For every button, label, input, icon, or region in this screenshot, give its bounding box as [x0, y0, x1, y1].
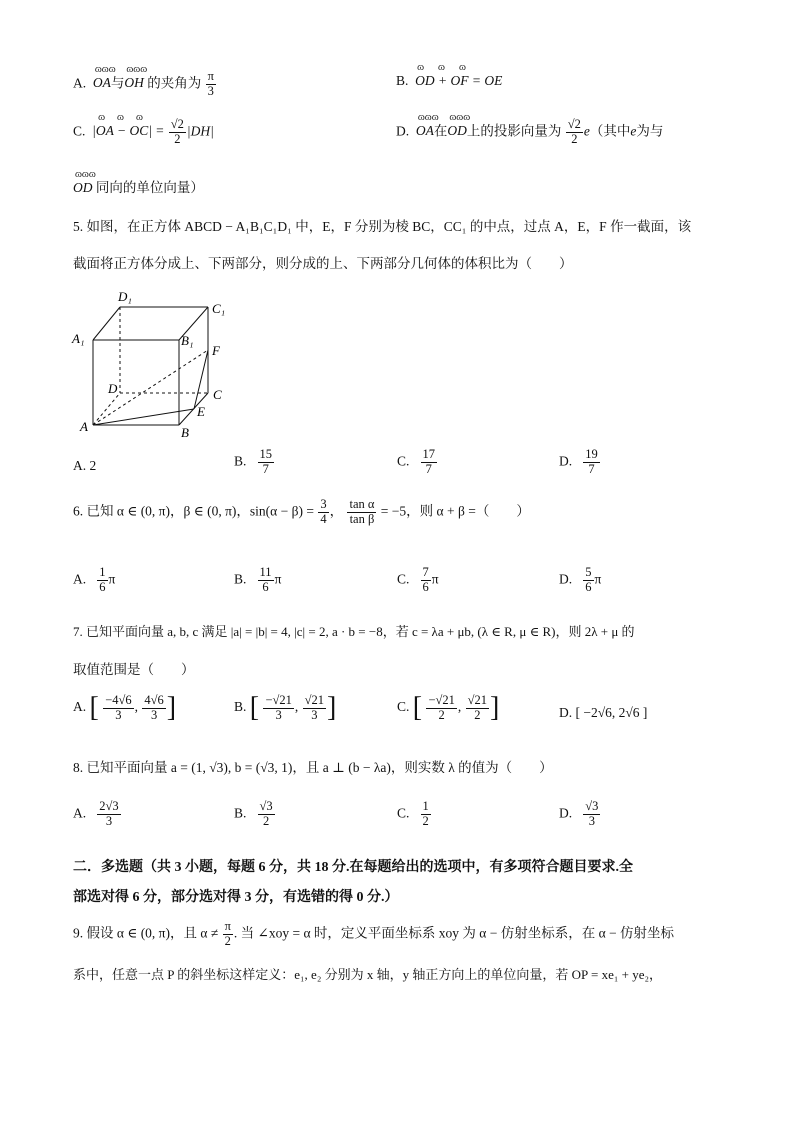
cube-figure — [68, 285, 238, 440]
q5-option-d: D. $\frac{19}{7}$ — [559, 447, 598, 476]
q7-option-a: A. [ $\frac{-4√6}{3}$ , $\frac{4√6}{3}$ ] — [73, 692, 177, 723]
label-e: E — [197, 404, 205, 419]
q7-line-2: 取值范围是（ ） — [73, 662, 195, 677]
label-b1: B₁ — [181, 333, 194, 348]
q8-option-b: B. $\frac{√3}{2}$ — [234, 799, 273, 828]
label-f: F — [212, 343, 220, 358]
q7-option-d: D. [ −2√6, 2√6 ] — [559, 705, 648, 720]
label-d: D — [108, 381, 118, 396]
q8-stem: 8. 已知平面向量 a = (1, √3), b = (√3, 1)，且 a ⊥ (b − λa)，则实数 λ 的值为（ ） — [73, 760, 553, 775]
edge-a1d1 — [93, 307, 120, 340]
q6-option-d: D. $\frac{5}{6}$ π — [559, 565, 602, 594]
q9-line-1: 9. 假设 α ∈ (0, π)，且 α ≠ $\frac{\pi}{2}$ . 当 ∠xoy = α 时，定义平面坐标系 xoy 为 α − 仿射坐标系，在 α − 仿射坐标 — [73, 919, 675, 948]
edge-ad — [93, 393, 120, 425]
fraction: $\frac{√2}{2}$ — [170, 117, 184, 146]
q7-line-1: 7. 已知平面向量 a, b, c 满足 |a| = |b| = 4, |c| = 2, a · b = −8，若 c = λa + μb, (λ ∈ R, μ ∈ R)，则 2λ + μ 的 — [73, 624, 635, 639]
q9-line-2: 系中，任意一点 P 的斜坐标这样定义：e₁, e₂ 分别为 x 轴，y 轴正方向上的单位向量，若 OP = xe₁ + ye₂， — [73, 967, 663, 982]
q8-option-c: C. $\frac{1}{2}$ — [397, 799, 429, 828]
q4-option-c: C. ɷɷɷ |OA − OC| = $\frac{√2}{2}$ |DH| — [73, 112, 214, 146]
section-2-heading-line-1: 二．多选题（共 3 小题，每题 6 分，共 18 分.在每题给出的选项中，有多项符合题目要求.全 — [73, 860, 633, 875]
vector-oh: ɷɷɷ OH — [124, 64, 148, 91]
vector-oa: ɷɷɷ OA — [92, 64, 116, 91]
label-a1: A₁ — [72, 331, 85, 346]
q5-option-b: B. $\frac{15}{7}$ — [234, 447, 273, 476]
q6-stem: 6. 已知 α ∈ (0, π)，β ∈ (0, π)，sin(α − β) = $\frac{3}{4}$ ， $\frac{\text{tan α}}{\text{tan β}}$ = −5，则 α + β =（ ） — [73, 497, 530, 526]
q6-option-a: A. $\frac{1}{6}$ π — [73, 565, 116, 594]
label-a: A — [80, 419, 88, 434]
label-c1: C₁ — [212, 301, 226, 316]
fraction: $\frac{√2}{2}$ — [567, 117, 581, 146]
q5-line-1: 5. 如图，在正方体 ABCD − A₁B₁C₁D₁ 中，E，F 分别为棱 BC，CC₁ 的中点，过点 A，E，F 作一截面，该 — [73, 219, 692, 234]
fraction: $\frac{\pi}{3}$ — [207, 69, 214, 98]
q4-option-d: D. ɷɷɷ OA在 ɷɷɷ OD上的投影向量为 $\frac{√2}{2}$ e（其中e为与 — [396, 112, 664, 146]
q8-option-d: D. $\frac{√3}{3}$ — [559, 799, 599, 828]
label-b: B — [181, 425, 189, 440]
q6-option-b: B. $\frac{11}{6}$ π — [234, 565, 282, 594]
q6-option-c: C. $\frac{7}{6}$ π — [397, 565, 439, 594]
label-d1: D₁ — [118, 289, 132, 304]
q5-option-c: C. $\frac{17}{7}$ — [397, 447, 436, 476]
q4-option-a: A. ɷɷɷ OA与 ɷɷɷ OH 的夹角为 $\frac{\pi}{3}$ — [73, 64, 214, 98]
q8-option-a: A. $\frac{2√3}{3}$ — [73, 799, 119, 828]
q7-option-c: C. [ $\frac{-√21}{2}$ , $\frac{√21}{2}$ ] — [397, 692, 500, 723]
q4-option-d-cont: ɷɷɷ OD 同向的单位向量） — [73, 169, 204, 195]
q7-option-b: B. [ $\frac{-√21}{3}$ , $\frac{√21}{3}$ ] — [234, 692, 337, 723]
label-c: C — [213, 387, 222, 402]
section-2-heading-line-2: 部选对得 6 分，部分选对得 3 分，有选错的得 0 分.） — [73, 890, 399, 905]
q5-option-a: A. 2 — [73, 458, 97, 473]
q4-option-b: B. ɷɷɷ OD + OF = OE — [396, 62, 503, 88]
q5-line-2: 截面将正方体分成上、下两部分，则分成的上、下两部分几何体的体积比为（ ） — [73, 256, 573, 271]
